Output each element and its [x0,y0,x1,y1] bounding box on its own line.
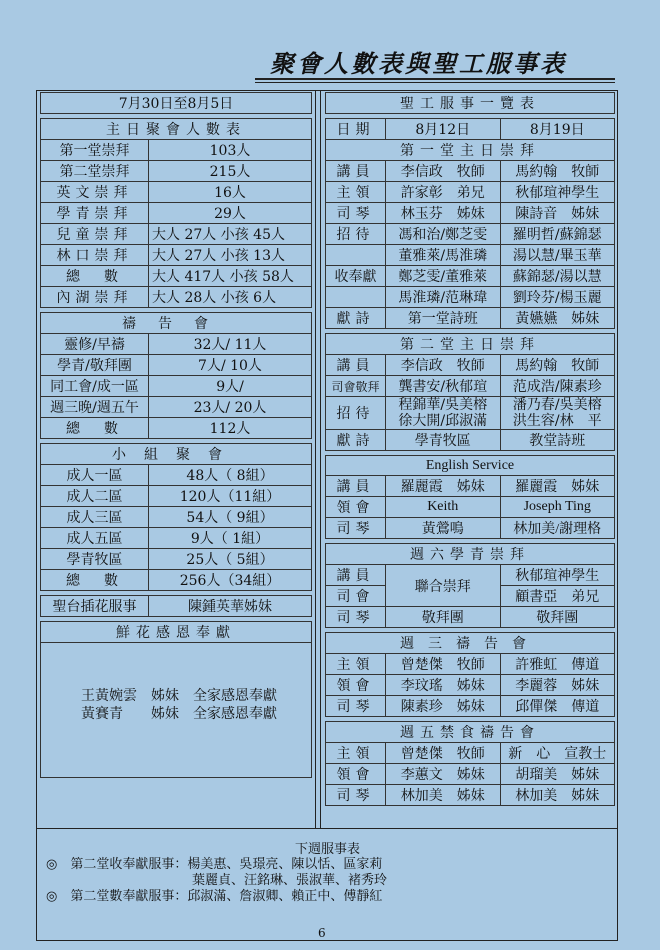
service-column [325,92,615,806]
table-cell: 馬淮璘/范琳瑋 [386,287,501,308]
next-week-line: 葉麗貞、汪銘琳、張淑華、褚秀玲 [192,873,388,888]
flower-thanks-header: 鮮花感恩奉獻 [41,622,312,643]
first-service-header: 第一堂主日崇拜 [326,140,615,161]
role-label: 司會敬拜 [326,376,386,397]
table-cell: 李麗蓉 姊妹 [500,675,615,696]
table-cell: 潘乃春/吳美榕 洪生容/林 平 [500,397,615,430]
second-service-header: 第二堂主日崇拜 [326,334,615,355]
table-row-label: 林口崇拜 [41,245,149,266]
table-cell: 新 心 宣教士 [500,743,615,764]
table-cell: 林加美 姊妹 [386,785,501,806]
role-label: 司琴 [326,518,386,539]
table-row-label: 週三晚/週五午 [41,397,149,418]
attendance-column [40,92,312,778]
role-label: 招待 [326,397,386,430]
table-row-label: 學青牧區 [41,549,149,570]
table-row-label: 內湖崇拜 [41,287,149,308]
table-row-label: 成人二區 [41,486,149,507]
table-row-value: 54人（ 9組） [149,507,312,528]
group-attendance-header: 小組聚會 [41,444,312,465]
role-label: 司琴 [326,785,386,806]
attendance-date-range: 7月30日至8月5日 [41,93,312,114]
flower-thanks-line: 王黃婉雲 姊妹 全家感恩奉獻 [81,688,277,704]
table-cell: 劉玲芬/楊玉麗 [500,287,615,308]
table-row-value: 103人 [149,140,312,161]
table-row-value: 9人/ [149,376,312,397]
date-column-label: 日期 [326,119,386,140]
table-row-value: 25人（ 5組） [149,549,312,570]
role-label: 司琴 [326,203,386,224]
table-cell: 秋郁瑄神學生 [500,182,615,203]
next-week-section [40,832,615,937]
table-cell: 鄭芝雯/董雅萊 [386,266,501,287]
role-label: 招待 [326,224,386,245]
table-row-value: 大人 27人 小孩 13人 [149,245,312,266]
role-label [326,287,386,308]
table-row-value: 7人/ 10人 [149,355,312,376]
table-row-label: 總 數 [41,418,149,439]
table-row-value: 16人 [149,182,312,203]
table-cell: 林加美/謝理格 [500,518,615,539]
role-label: 司會 [326,586,386,607]
table-row-value: 29人 [149,203,312,224]
role-label: 主領 [326,654,386,675]
table-cell: 曾楚傑 牧師 [386,654,501,675]
role-label: 講員 [326,476,386,497]
page-number: 6 [318,926,326,940]
table-cell: 林加美 姊妹 [500,785,615,806]
table-row-label: 同工會/成一區 [41,376,149,397]
column-divider-inner [320,90,321,828]
table-cell: 馮和治/鄭芝雯 [386,224,501,245]
role-label [326,245,386,266]
table-cell: 教堂詩班 [500,430,615,451]
table-cell: 李信政 牧師 [386,355,501,376]
table-cell: 董雅萊/馬淮璘 [386,245,501,266]
table-cell: Joseph Ting [500,497,615,518]
sunday-attendance-header: 主日聚會人數表 [41,119,312,140]
table-row-label: 第一堂崇拜 [41,140,149,161]
role-label: 獻詩 [326,430,386,451]
flower-thanks-body [40,643,312,778]
sunday-attendance-table [40,118,312,308]
table-row-label: 總 數 [41,266,149,287]
column-divider [315,90,316,828]
role-label: 收奉獻 [326,266,386,287]
english-service-table [325,455,615,539]
title-rule-thin [255,82,615,83]
group-attendance-table [40,443,312,591]
role-label: 領會 [326,497,386,518]
joint-service-cell: 聯合崇拜 [386,565,501,607]
table-cell: 馬約翰 牧師 [500,161,615,182]
table-row-label: 學青崇拜 [41,203,149,224]
service-date-2: 8月19日 [500,119,615,140]
flower-service-label: 聖台插花服事 [41,596,149,617]
wednesday-service-header: 週三禱告會 [326,633,615,654]
table-row-value: 大人 28人 小孩 6人 [149,287,312,308]
english-service-header: English Service [326,456,615,476]
flower-service-value: 陳鍾英華姊妹 [149,596,312,617]
second-service-table [325,333,615,451]
service-header-table [325,92,615,114]
table-row-value: 120人（11組） [149,486,312,507]
table-cell: 陳詩音 姊妹 [500,203,615,224]
footer-divider [36,828,618,829]
friday-service-header: 週五禁食禱告會 [326,722,615,743]
table-cell: 敬拜團 [500,607,615,628]
table-row-value: 大人 417人 小孩 58人 [149,266,312,287]
table-cell: 李信政 牧師 [386,161,501,182]
table-cell: 羅麗霞 姊妹 [500,476,615,497]
table-cell: 敬拜團 [386,607,501,628]
table-cell: 許家彰 弟兄 [386,182,501,203]
table-row-label: 學青/敬拜團 [41,355,149,376]
flower-thanks-line: 黃賽青 姊妹 全家感恩奉獻 [81,706,277,722]
next-week-line: ◎ 第二堂收奉獻服事：楊美惠、吳璟亮、陳以恬、區家莉 [46,857,383,872]
table-row-value: 112人 [149,418,312,439]
role-label: 講員 [326,161,386,182]
attendance-date-table [40,92,312,114]
table-cell: 邱僤傑 傳道 [500,696,615,717]
table-cell: 李蕙文 姊妹 [386,764,501,785]
table-row-value: 256人（34組） [149,570,312,591]
table-row-label: 總 數 [41,570,149,591]
table-row-value: 23人/ 20人 [149,397,312,418]
role-label: 領會 [326,764,386,785]
role-label: 主領 [326,743,386,764]
next-week-line: ◎ 第二堂數奉獻服事：邱淑滿、詹淑卿、賴正中、傅靜紅 [46,889,383,904]
table-cell: 馬約翰 牧師 [500,355,615,376]
table-row-value: 32人/ 11人 [149,334,312,355]
role-label: 領會 [326,675,386,696]
table-cell: 羅麗霞 姊妹 [386,476,501,497]
service-header: 聖工服事一覽表 [326,93,615,114]
title-rule [255,78,615,80]
role-label: 司琴 [326,696,386,717]
first-service-table [325,118,615,329]
role-label: 主領 [326,182,386,203]
table-row-label: 英文崇拜 [41,182,149,203]
table-cell: 學青牧區 [386,430,501,451]
table-row-value: 48人（ 8組） [149,465,312,486]
wednesday-service-table [325,632,615,717]
table-row-label: 第二堂崇拜 [41,161,149,182]
table-row-value: 215人 [149,161,312,182]
table-cell: 胡瑠美 姊妹 [500,764,615,785]
table-cell: 曾楚傑 牧師 [386,743,501,764]
prayer-attendance-header: 禱告會 [41,313,312,334]
table-row-label: 成人一區 [41,465,149,486]
table-cell: 蘇錦瑟/湯以慧 [500,266,615,287]
role-label: 司琴 [326,607,386,628]
table-cell: 黃鶯鳴 [386,518,501,539]
table-cell: 第一堂詩班 [386,308,501,329]
table-cell: 李玟瑤 姊妹 [386,675,501,696]
prayer-attendance-table [40,312,312,439]
table-cell: 黃嬿嬿 姊妹 [500,308,615,329]
service-date-1: 8月12日 [386,119,501,140]
next-week-title: 下週服事表 [294,842,360,857]
table-cell: 范成浩/陳素珍 [500,376,615,397]
table-cell: 許雅虹 傳道 [500,654,615,675]
role-label: 講員 [326,565,386,586]
table-cell: 湯以慧/畢玉華 [500,245,615,266]
flower-service-table [40,595,312,617]
table-row-label: 兒童崇拜 [41,224,149,245]
table-row-label: 成人五區 [41,528,149,549]
table-cell: 林玉芬 姊妹 [386,203,501,224]
table-row-label: 靈修/早禱 [41,334,149,355]
role-label: 講員 [326,355,386,376]
table-cell: 龔書安/秋郁瑄 [386,376,501,397]
table-row-value: 9人（ 1組） [149,528,312,549]
page-title: 聚會人數表與聖工服事表 [270,49,567,78]
table-cell: Keith [386,497,501,518]
table-cell: 顧書亞 弟兄 [500,586,615,607]
table-cell: 程錦華/吳美榕 徐大開/邱淑滿 [386,397,501,430]
flower-thanks-table [40,621,312,643]
table-row-value: 大人 27人 小孩 45人 [149,224,312,245]
saturday-service-table [325,543,615,628]
saturday-service-header: 週六學青崇拜 [326,544,615,565]
table-cell: 羅明哲/蘇錦瑟 [500,224,615,245]
friday-service-table [325,721,615,806]
role-label: 獻詩 [326,308,386,329]
table-cell: 秋郁瑄神學生 [500,565,615,586]
table-row-label: 成人三區 [41,507,149,528]
table-cell: 陳素珍 姊妹 [386,696,501,717]
